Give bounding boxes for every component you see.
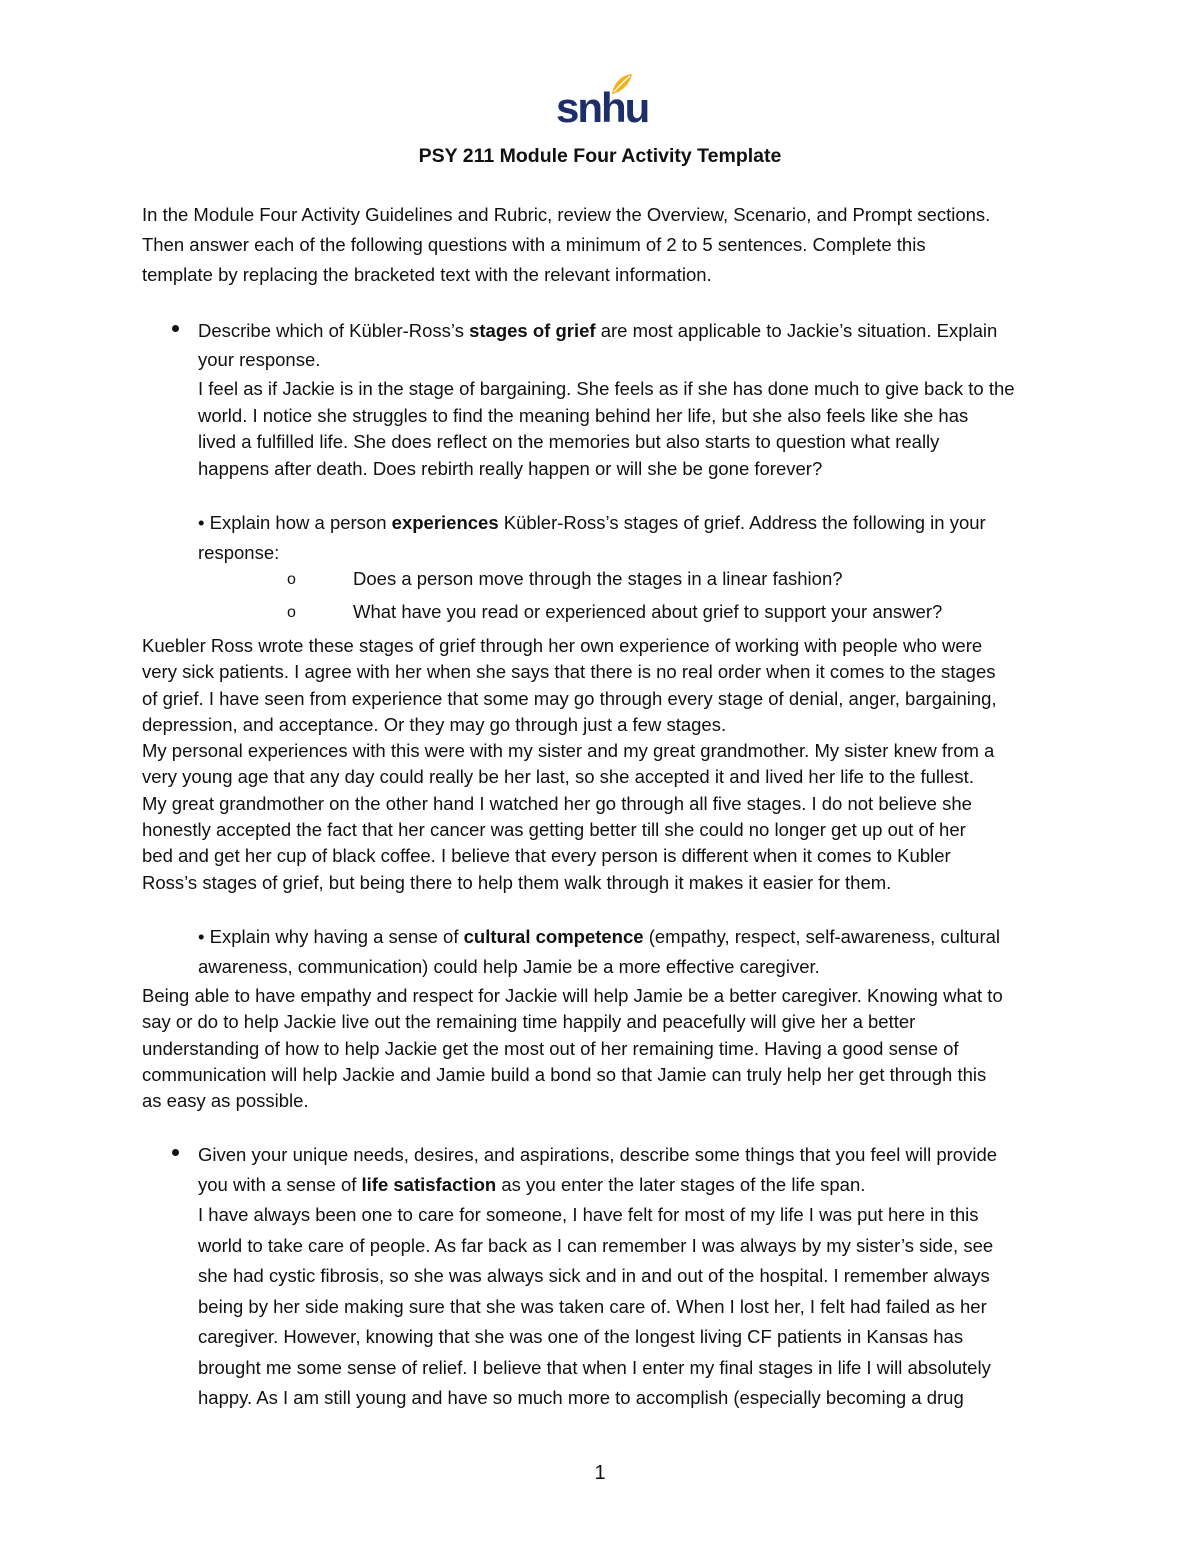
intro-line: Then answer each of the following questions with a minimum of 2 to 5 sentences. Complete this [142,234,926,255]
answer-line: as easy as possible. [142,1090,309,1112]
answer-line: I have always been one to care for someone, I have felt for most of my life I was put here in this [198,1204,979,1225]
question-3 [198,922,1000,982]
question-emphasis: stages of grief [469,320,596,341]
question-text: response: [198,542,280,563]
sub-question: Does a person move through the stages in a linear fashion? [353,568,843,589]
question-text: Describe which of Kübler-Ross’s [198,320,470,341]
answer-line: honestly accepted the fact that her cancer was getting better till she could no longer get up out of her [142,819,966,841]
intro-line: In the Module Four Activity Guidelines and Rubric, review the Overview, Scenario, and Prompt sections. [142,204,991,225]
answer-line: depression, and acceptance. Or they may go through just a few stages. [142,713,727,735]
question-text: awareness, communication) could help Jamie be a more effective caregiver. [198,956,820,977]
answer-line: understanding of how to help Jackie get the most out of her remaining time. Having a good sense of [142,1037,959,1059]
question-text: (empathy, respect, self-awareness, cultural [643,926,1001,947]
answer-line: brought me some sense of relief. I believe that when I enter my final stages in life I will absolutely [198,1356,991,1378]
intro-line: template by replacing the bracketed text with the relevant information. [142,264,712,285]
answer-line: say or do to help Jackie live out the remaining time happily and peacefully will give her a better [142,1011,916,1033]
answer-line: of grief. I have seen from experience that some may go through every stage of denial, anger, bargaining, [142,687,997,709]
answer-1 [198,376,1015,482]
question-4 [198,1140,997,1200]
question-text: Given your unique needs, desires, and aspirations, describe some things that you feel will provide [198,1144,998,1165]
intro-paragraph [142,200,990,290]
question-text: • Explain how a person [198,512,392,533]
answer-2 [142,633,997,896]
answer-line: being by her side making sure that she was taken care of. When I lost her, I felt had failed as her [198,1295,987,1317]
answer-line: Kuebler Ross wrote these stages of grief through her own experience of working with people who were [142,635,983,656]
answer-line: world to take care of people. As far back as I can remember I was always by my sister’s side, see [198,1234,994,1256]
question-text: as you enter the later stages of the life span. [496,1174,866,1195]
answer-line: happy. As I am still young and have so much more to accomplish (especially becoming a drug [198,1387,964,1408]
logo-text: snhu [556,84,649,131]
answer-line: very young age that any day could really be her last, so she accepted it and lived her life to the fullest. [142,766,974,788]
sub-bullet-marker: o [287,604,296,621]
question-1 [198,316,997,374]
page-number: 1 [594,1462,606,1484]
sub-question: What have you read or experienced about grief to support your answer? [353,601,943,622]
answer-line: communication will help Jackie and Jamie build a bond so that Jamie can truly help her get through this [142,1063,987,1085]
question-emphasis: cultural competence [463,926,644,947]
answer-line: world. I notice she struggles to find the meaning behind her life, but she also feels like she has [198,404,969,426]
question-2 [198,508,986,568]
question-text: • Explain why having a sense of [198,926,464,947]
question-text: you with a sense of [198,1174,362,1195]
snhu-logo [556,72,649,134]
answer-4 [198,1200,993,1414]
question-text: are most applicable to Jackie’s situation. Explain [595,320,998,341]
answer-line: caregiver. However, knowing that she was one of the longest living CF patients in Kansas has [198,1326,964,1347]
answer-line: she had cystic fibrosis, so she was always sick and in and out of the hospital. I remember always [198,1265,990,1286]
answer-line: My personal experiences with this were with my sister and my great grandmother. My sister knew from a [142,740,995,762]
bullet-icon [172,1149,179,1156]
answer-line: I feel as if Jackie is in the stage of bargaining. She feels as if she has done much to give back to the [198,378,1015,399]
answer-line: My great grandmother on the other hand I watched her go through all five stages. I do not believe she [142,792,972,814]
answer-line: happens after death. Does rebirth really happen or will she be gone forever? [198,457,823,479]
question-text: Kübler-Ross’s stages of grief. Address the following in your [498,512,986,533]
question-emphasis: experiences [391,512,499,533]
answer-line: very sick patients. I agree with her when she says that there is no real order when it comes to the stages [142,661,996,683]
answer-line: lived a fulfilled life. She does reflect on the memories but also starts to question what really [198,431,940,452]
answer-line: Ross’s stages of grief, but being there to help them walk through it makes it easier for them. [142,871,892,893]
answer-line: bed and get her cup of black coffee. I believe that every person is different when it comes to Kubler [142,845,951,867]
question-emphasis: life satisfaction [361,1174,497,1195]
page-title: PSY 211 Module Four Activity Template [418,145,782,167]
question-text: your response. [198,349,321,370]
answer-line: Being able to have empathy and respect for Jackie will help Jamie be a better caregiver. Knowing what to [142,985,1003,1006]
sub-bullet-marker: o [287,571,296,588]
answer-3 [142,983,1003,1114]
bullet-icon [172,325,179,332]
